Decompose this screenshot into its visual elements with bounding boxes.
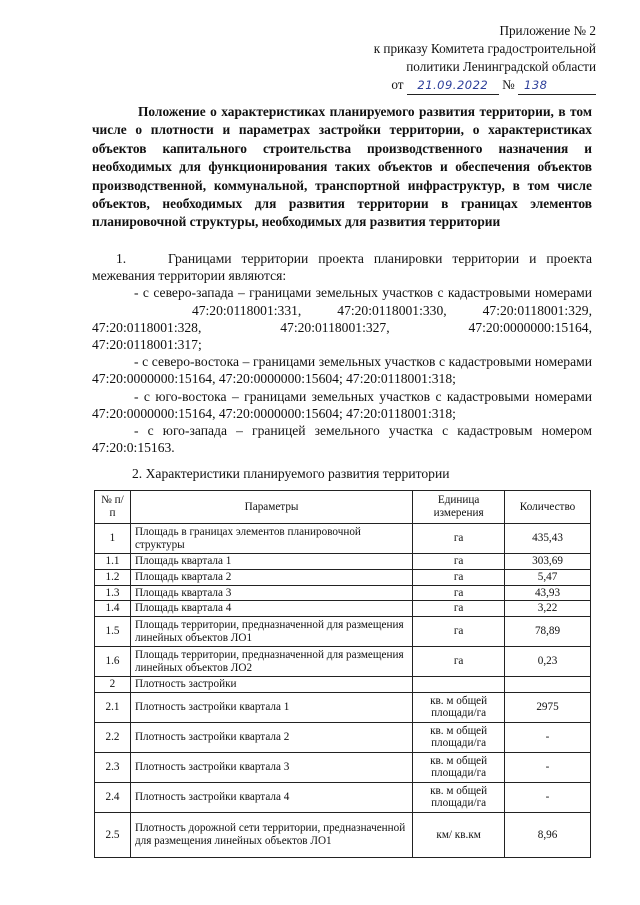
row-number: 1.5 (95, 617, 131, 647)
row-unit: кв. м общей площади/га (413, 692, 505, 722)
boundary-southwest: - с юго-запада – границей земельного участка с кадастровым номером 47:20:0:15163. (92, 423, 592, 456)
document-title (92, 103, 592, 232)
row-parameter: Площадь территории, предназначенной для размещения линейных объектов ЛО1 (130, 617, 412, 647)
table-row (95, 617, 591, 647)
table-row (95, 692, 591, 722)
row-number: 2.5 (95, 812, 131, 857)
table-row (95, 722, 591, 752)
row-parameter: Площадь квартала 3 (130, 585, 412, 601)
appendix-header (296, 22, 596, 95)
row-parameter: Площадь в границах элементов планировочной структуры (130, 524, 412, 554)
row-quantity: 303,69 (505, 554, 591, 570)
table-row (95, 812, 591, 857)
row-number: 2 (95, 677, 131, 693)
row-quantity: 435,43 (505, 524, 591, 554)
table-row (95, 782, 591, 812)
cadastral-number: 47:20:0118001:331, (191, 302, 302, 318)
row-number: 1.1 (95, 554, 131, 570)
document-title-text: Положение о характеристиках планируемого развития территории, в том числе о плотности и параметрах застройки территории, о характеристиках объектов капитального строительства производственного назначения и необходимых для функционирования таких объектов и обеспечения объектов производственной, коммунальной, транспортной инфраструктур, в том числе объектов, необходимых для развития территории в границах элементов планировочной структуры, необходимых для развития территории (92, 104, 592, 230)
table-row (95, 677, 591, 693)
cadastral-row-3: 47:20:0118001:317; (92, 337, 202, 353)
handwritten-number: 138 (518, 76, 596, 95)
row-number: 2.1 (95, 692, 131, 722)
cadastral-number: 47:20:0118001:327, (280, 319, 390, 335)
row-unit: кв. м общей площади/га (413, 782, 505, 812)
section-1-intro-text: Границами территории проекта планировки территории и проекта межевания территории являются: (92, 251, 592, 284)
row-quantity: 43,93 (505, 585, 591, 601)
row-parameter: Плотность застройки квартала 4 (130, 782, 412, 812)
row-quantity: - (505, 752, 591, 782)
row-unit: га (413, 524, 505, 554)
row-parameter: Площадь квартала 1 (130, 554, 412, 570)
boundary-southeast: - с юго-востока – границами земельных участков с кадастровыми номерами 47:20:0000000:15164, 47:20:0000000:15604; 47:20:0118001:318; (92, 388, 592, 421)
row-quantity: 3,22 (505, 601, 591, 617)
row-number: 2.4 (95, 782, 131, 812)
table-row (95, 752, 591, 782)
row-parameter: Плотность застройки квартала 2 (130, 722, 412, 752)
section-1-number: 1. (116, 251, 127, 266)
row-quantity: 78,89 (505, 617, 591, 647)
cadastral-number: 47:20:0118001:328, (92, 319, 202, 335)
row-number: 1.3 (95, 585, 131, 601)
row-quantity: 2975 (505, 692, 591, 722)
cadastral-number: 47:20:0000000:15164, (468, 319, 592, 335)
row-parameter: Площадь квартала 2 (130, 569, 412, 585)
row-unit: га (413, 601, 505, 617)
row-unit: га (413, 647, 505, 677)
header-quantity: Количество (505, 491, 591, 524)
row-unit: га (413, 569, 505, 585)
row-number: 2.3 (95, 752, 131, 782)
row-number: 1.2 (95, 569, 131, 585)
row-unit: кв. м общей площади/га (413, 752, 505, 782)
table-row (95, 524, 591, 554)
table-row (95, 585, 591, 601)
row-number: 1 (95, 524, 131, 554)
row-number: 1.4 (95, 601, 131, 617)
row-quantity: 5,47 (505, 569, 591, 585)
table-row (95, 601, 591, 617)
cadastral-number: 47:20:0118001:329, (482, 302, 592, 318)
row-unit: кв. м общей площади/га (413, 722, 505, 752)
header-parameters: Параметры (130, 491, 412, 524)
section-1 (92, 250, 592, 456)
parameters-table (94, 490, 591, 858)
row-unit: км/ кв.км (413, 812, 505, 857)
row-quantity: - (505, 722, 591, 752)
appendix-ot: от (391, 77, 404, 92)
handwritten-date: 21.09.2022 (407, 76, 499, 95)
table-row (95, 647, 591, 677)
row-unit: га (413, 617, 505, 647)
row-parameter: Площадь территории, предназначенной для размещения линейных объектов ЛО2 (130, 647, 412, 677)
cad-label-spacer (92, 302, 156, 319)
appendix-signature-line (296, 76, 596, 95)
header-unit: Единица измерения (413, 491, 505, 524)
row-parameter: Плотность застройки (130, 677, 412, 693)
row-parameter: Площадь квартала 4 (130, 601, 412, 617)
row-parameter: Плотность дорожной сети территории, предназначенной для размещения линейных объектов ЛО1 (130, 812, 412, 857)
boundary-northeast: - с северо-востока – границами земельных участков с кадастровыми номерами 47:20:0000000:15164, 47:20:0000000:15604; 47:20:0118001:318; (92, 354, 592, 387)
row-number: 1.6 (95, 647, 131, 677)
cadastral-number: 47:20:0118001:330, (337, 302, 447, 318)
appendix-line-1: Приложение № 2 (499, 23, 596, 38)
section-1-intro (92, 250, 592, 284)
appendix-line-2: к приказу Комитета градостроительной (373, 41, 596, 56)
boundary-northwest: - с северо-запада – границами земельных участков с кадастровыми номерами (134, 285, 592, 301)
section-2-heading: 2. Характеристики планируемого развития территории (132, 466, 450, 481)
table-row (95, 554, 591, 570)
row-quantity: 0,23 (505, 647, 591, 677)
row-number: 2.2 (95, 722, 131, 752)
row-parameter: Плотность застройки квартала 1 (130, 692, 412, 722)
appendix-line-3: политики Ленинградской области (406, 59, 596, 74)
cadastral-row-2 (92, 319, 592, 336)
row-unit (413, 677, 505, 693)
row-quantity: - (505, 782, 591, 812)
appendix-number-sign: № (502, 77, 515, 92)
cadastral-row-1 (92, 302, 592, 319)
row-quantity (505, 677, 591, 693)
table-row (95, 569, 591, 585)
row-unit: га (413, 554, 505, 570)
header-number: № п/п (95, 491, 131, 524)
row-parameter: Плотность застройки квартала 3 (130, 752, 412, 782)
row-unit: га (413, 585, 505, 601)
row-quantity: 8,96 (505, 812, 591, 857)
table-header-row (95, 491, 591, 524)
